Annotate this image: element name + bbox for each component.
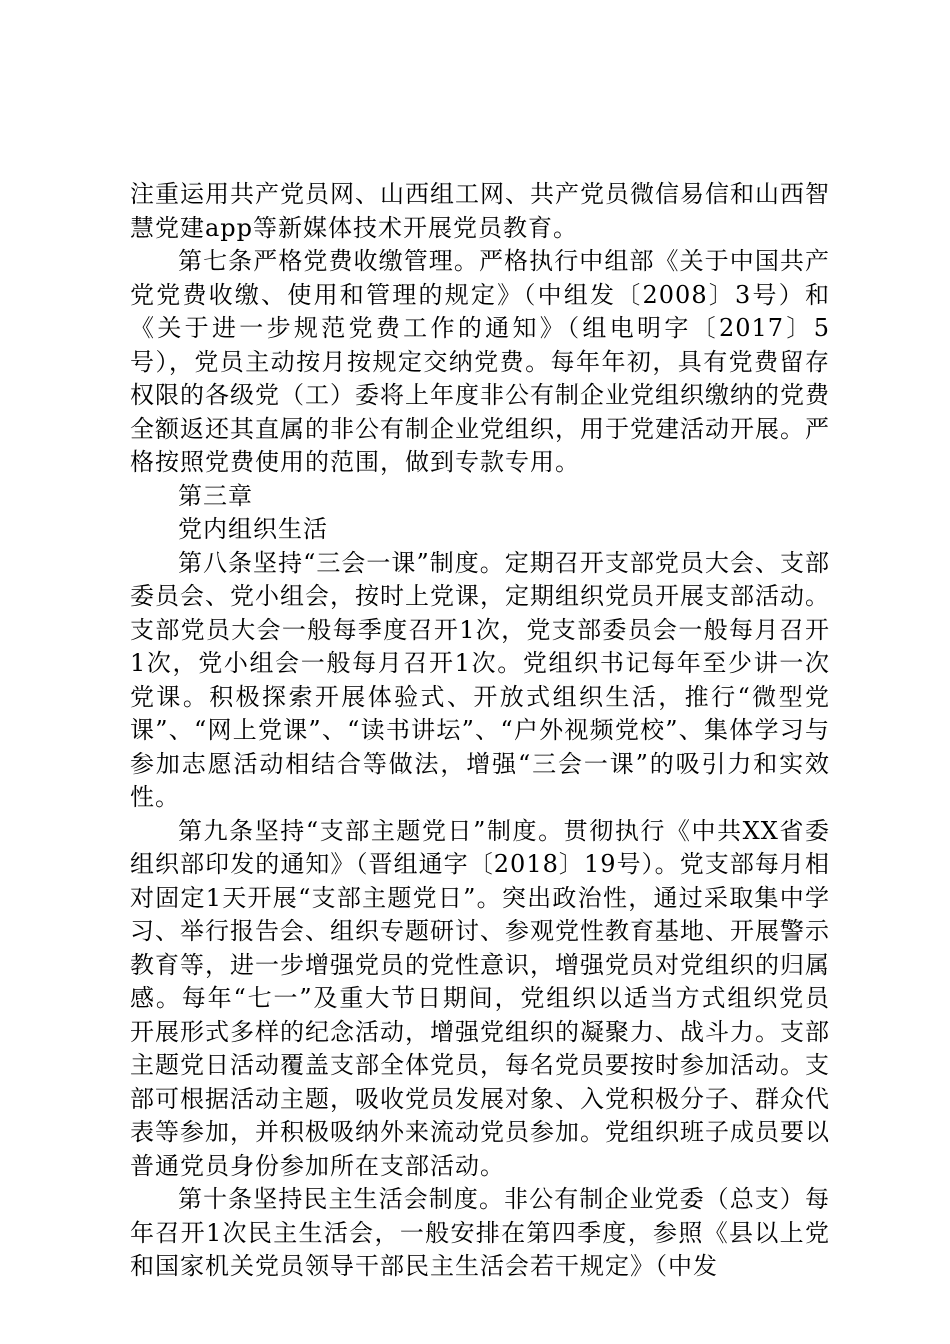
chapter-number: 第三章 (178, 481, 253, 510)
paragraph-article-9: 第九条坚持“支部主题党日”制度。贯彻执行《中共XX省委组织部印发的通知》（晋组通字〔2018〕19号）。党支部每月相对固定1天开展“支部主题党日”。突出政治性，通过采取集中学习、举行报告会、组织专题研讨、参观党性教育基地、开展警示教育等，进一步增强党员的党性意识，增强党员对党组织的归属感。每年“七一”及重大节日期间，党组织以适当方式组织党员开展形式多样的纪念活动，增强党组织的凝聚力、战斗力。支部主题党日活动覆盖支部全体党员，每名党员要按时参加活动。支部可根据活动主题，吸收党员发展对象、入党积极分子、群众代表等参加，并积极吸纳外来流动党员参加。党组织班子成员要以普通党员身份参加所在支部活动。 (130, 816, 830, 1180)
paragraph-article-10: 第十条坚持民主生活会制度。非公有制企业党委（总支）每年召开1次民主生活会，一般安排在第四季度，参照《县以上党和国家机关党员领导干部民主生活会若干规定》（中发 (130, 1185, 830, 1280)
paragraph-article-7: 第七条严格党费收缴管理。严格执行中组部《关于中国共产党党费收缴、使用和管理的规定》（中组发〔2008〕3号）和《关于进一步规范党费工作的通知》（组电明字〔2017〕5号），党员主动按月按规定交纳党费。每年年初，具有党费留存权限的各级党（工）委将上年度非公有制企业党组织缴纳的党费全额返还其直属的非公有制企业党组织，用于党建活动开展。严格按照党费使用的范围，做到专款专用。 (130, 247, 830, 476)
document-body (130, 178, 830, 1284)
paragraph-continuation: 注重运用共产党员网、山西组工网、共产党员微信易信和山西智慧党建app等新媒体技术开展党员教育。 (130, 180, 830, 242)
paragraph-article-8: 第八条坚持“三会一课”制度。定期召开支部党员大会、支部委员会、党小组会，按时上党课，定期组织党员开展支部活动。支部党员大会一般每季度召开1次，党支部委员会一般每月召开1次，党小组会一般每月召开1次。党组织书记每年至少讲一次党课。积极探索开展体验式、开放式组织生活，推行“微型党课”、“网上党课”、“读书讲坛”、“户外视频党校”、集体学习与参加志愿活动相结合等做法，增强“三会一课”的吸引力和实效性。 (130, 548, 830, 811)
chapter-title: 党内组织生活 (178, 515, 328, 543)
